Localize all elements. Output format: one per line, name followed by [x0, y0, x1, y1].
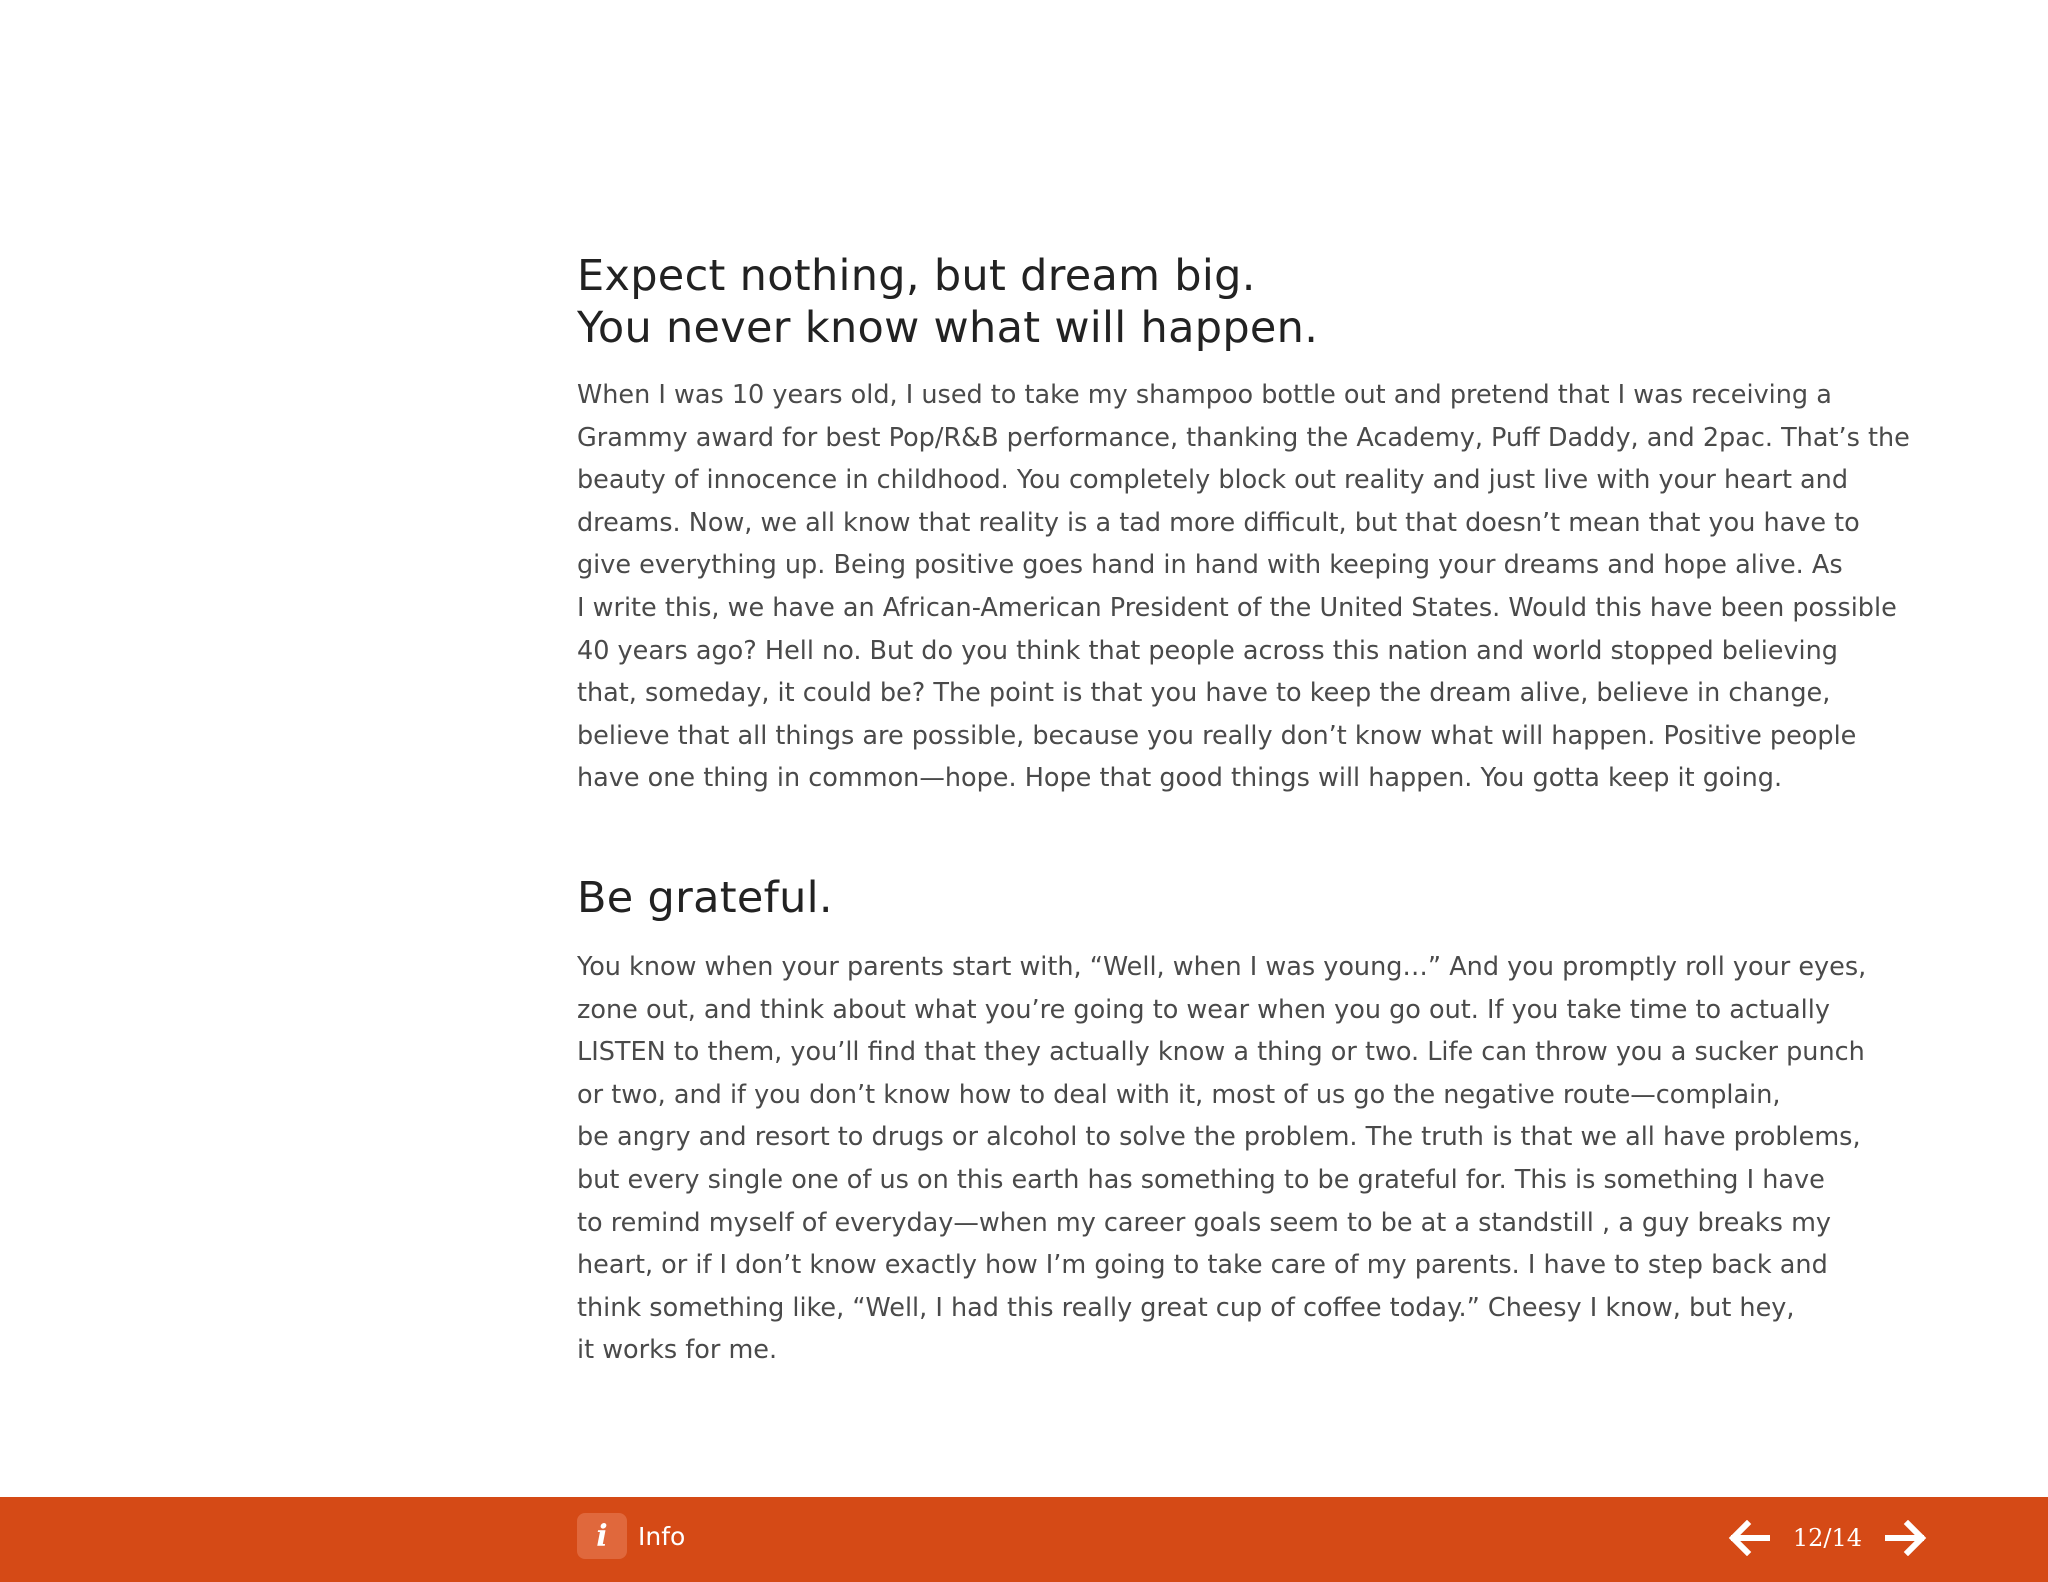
- info-button[interactable]: [577, 1513, 685, 1559]
- body-line: heart, or if I don’t know exactly how I’m going to take care of my parents. I have to step back and: [577, 1250, 1828, 1281]
- body-line: believe that all things are possible, because you really don’t know what will happen. Positive people: [577, 720, 1857, 751]
- body-line: it works for me.: [577, 1335, 778, 1366]
- body-line: zone out, and think about what you’re going to wear when you go out. If you take time to actually: [577, 994, 1830, 1025]
- body-line: You know when your parents start with, “Well, when I was young…” And you promptly roll your eyes,: [577, 952, 1867, 982]
- body-line: have one thing in common—hope. Hope that good things will happen. You gotta keep it going.: [577, 763, 1783, 794]
- body-line: be angry and resort to drugs or alcohol to solve the problem. The truth is that we all have problems,: [577, 1122, 1861, 1153]
- section-heading: Be grateful.: [577, 873, 833, 923]
- body-line: dreams. Now, we all know that reality is a tad more difficult, but that doesn’t mean that you have to: [577, 507, 1860, 538]
- section-body: [577, 946, 1866, 1372]
- next-page-button[interactable]: [1884, 1518, 1928, 1558]
- page-indicator: 12/14: [1792, 1524, 1862, 1552]
- body-line: 40 years ago? Hell no. But do you think that people across this nation and world stopped believing: [577, 635, 1838, 666]
- previous-page-button[interactable]: [1727, 1518, 1771, 1558]
- info-label: Info: [638, 1521, 686, 1551]
- section-be-grateful: [577, 872, 1866, 1372]
- body-line: Grammy award for best Pop/R&B performance, thanking the Academy, Puff Daddy, and 2pac. That’s the: [577, 422, 1910, 453]
- body-line: give everything up. Being positive goes hand in hand with keeping your dreams and hope alive. As: [577, 550, 1843, 581]
- page-content: [577, 250, 1910, 1366]
- body-line: When I was 10 years old, I used to take my shampoo bottle out and pretend that I was receiving a: [577, 380, 1832, 410]
- heading-line: You never know what will happen.: [577, 303, 1319, 353]
- bottom-toolbar: [0, 1497, 2048, 1582]
- body-line: think something like, “Well, I had this really great cup of coffee today.” Cheesy I know, but hey,: [577, 1292, 1795, 1323]
- arrow-right-icon: [1885, 1520, 1927, 1556]
- body-line: that, someday, it could be? The point is that you have to keep the dream alive, believe in change,: [577, 678, 1831, 709]
- arrow-left-icon: [1728, 1520, 1770, 1556]
- body-line: beauty of innocence in childhood. You completely block out reality and just live with your heart and: [577, 465, 1849, 496]
- section-body: [577, 374, 1910, 800]
- body-line: to remind myself of everyday—when my career goals seem to be at a standstill , a guy breaks my: [577, 1207, 1831, 1238]
- heading-line: Expect nothing, but dream big.: [577, 251, 1256, 301]
- body-line: but every single one of us on this earth has something to be grateful for. This is something I have: [577, 1164, 1825, 1195]
- section-heading: [577, 250, 1877, 354]
- page-navigation: [1727, 1515, 1928, 1561]
- body-line: I write this, we have an African-American President of the United States. Would this have been possible: [577, 592, 1897, 623]
- section-expect-nothing: [577, 250, 1910, 800]
- body-line: or two, and if you don’t know how to deal with it, most of us go the negative route—complain,: [577, 1079, 1781, 1110]
- body-line: LISTEN to them, you’ll find that they actually know a thing or two. Life can throw you a sucker punch: [577, 1037, 1865, 1068]
- info-icon: i: [577, 1513, 627, 1559]
